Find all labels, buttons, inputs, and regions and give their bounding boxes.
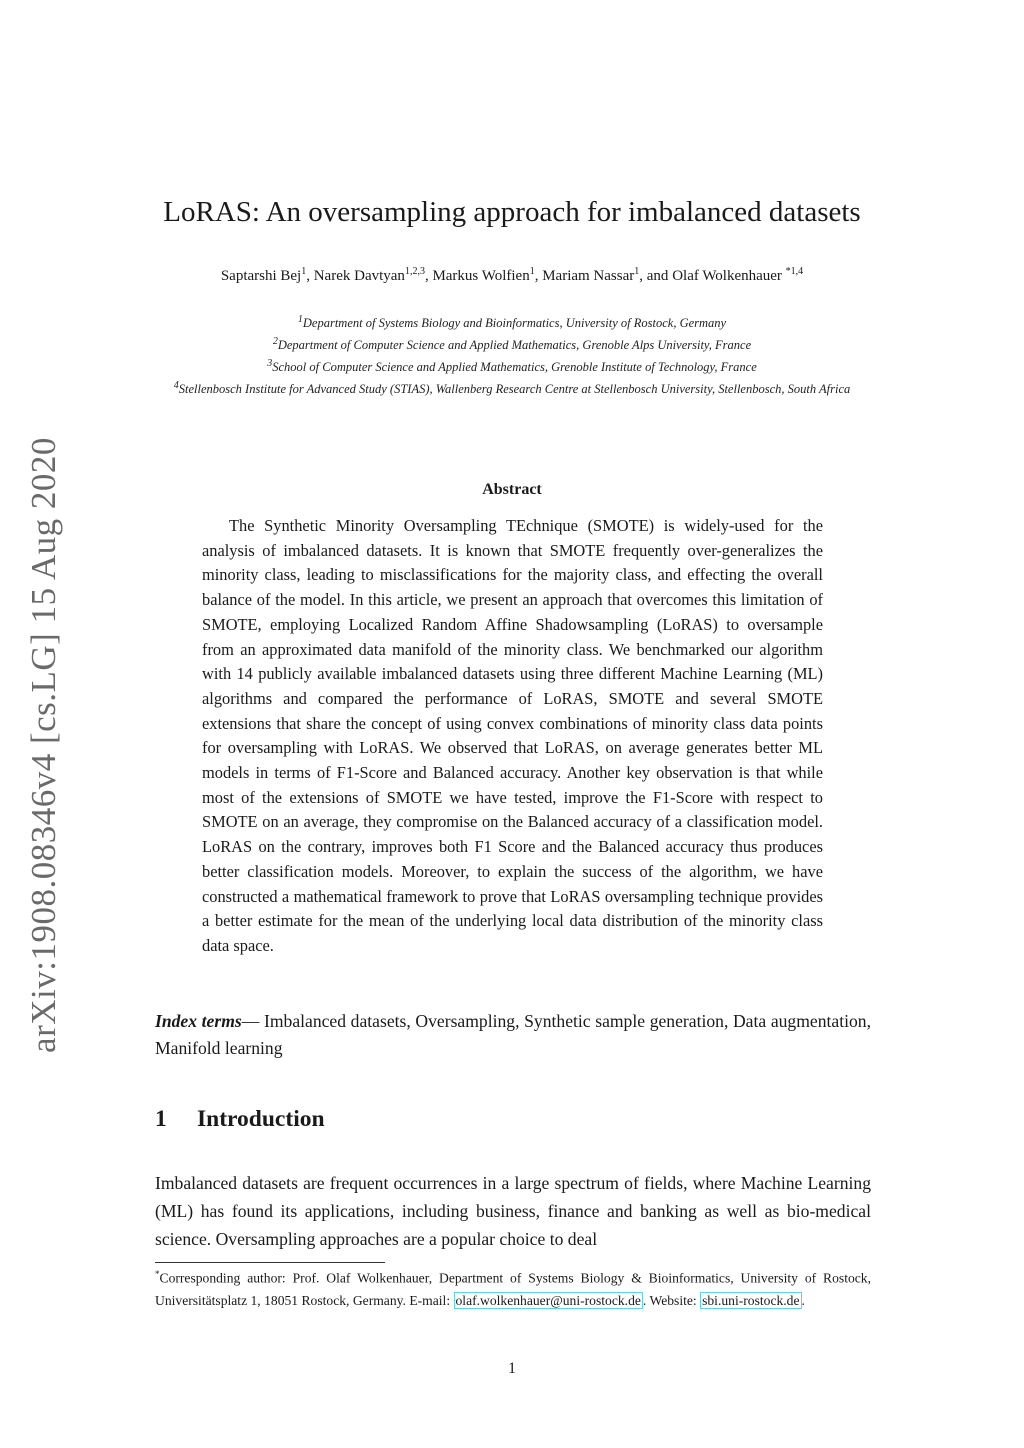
- index-terms-text: Imbalanced datasets, Oversampling, Synthetic sample generation, Data augmentation, Manifold learning: [155, 1011, 871, 1058]
- section-title: Introduction: [197, 1106, 325, 1132]
- author-separator: ,: [306, 268, 314, 284]
- author-name: Saptarshi Bej: [220, 268, 302, 284]
- author-name: Narek Davtyan: [313, 268, 405, 284]
- paper-title: LoRAS: An oversampling approach for imbalanced datasets: [163, 196, 861, 228]
- affiliation-text: School of Computer Science and Applied Mathematics, Grenoble Institute of Technology, France: [272, 360, 757, 375]
- author-affiliation-marker: 1: [301, 266, 307, 277]
- author-affiliation-marker: 1: [529, 266, 535, 277]
- affiliation-marker: 4: [173, 380, 179, 391]
- author-affiliation-marker: *1,4: [785, 266, 804, 277]
- author-name: Mariam Nassar: [542, 268, 635, 284]
- affiliation-marker: 3: [267, 358, 273, 369]
- author-name: Olaf Wolkenhauer: [672, 268, 782, 284]
- author-affiliation-marker: 1,2,3: [404, 266, 425, 277]
- author-separator: ,: [639, 268, 647, 284]
- arxiv-identifier-text: arXiv:1908.08346v4 [cs.LG] 15 Aug 2020: [24, 437, 63, 1053]
- affiliation-marker: 2: [272, 336, 278, 347]
- index-terms-dash: —: [241, 1011, 264, 1031]
- footnote-end: .: [801, 1293, 805, 1309]
- index-terms: [155, 1008, 871, 1062]
- index-terms-label: Index terms: [155, 1011, 242, 1031]
- website-link[interactable]: sbi.uni-rostock.de: [702, 1293, 800, 1309]
- footnote-website-label: . Website:: [642, 1293, 701, 1309]
- author-name: Markus Wolfien: [432, 268, 530, 284]
- author-list: [100, 266, 924, 285]
- abstract-heading: Abstract: [482, 481, 542, 498]
- affiliation-text: Department of Systems Biology and Bioinformatics, University of Rostock, Germany: [302, 316, 727, 331]
- author-affiliation-marker: 1: [634, 266, 640, 277]
- page-number: 1: [508, 1360, 516, 1377]
- abstract-body: The Synthetic Minority Oversampling TEchnique (SMOTE) is widely-used for the analysis of imbalanced datasets. It is known that SMOTE frequently over-generalizes the minority class, leading to misclassifications for the majority class, and effecting the overall balance of the model. In this article, we present an approach that overcomes this limitation of SMOTE, employing Localized Random Affine Shadowsampling (LoRAS) to oversample from an approximated data manifold of the minority class. We benchmarked our algorithm with 14 publicly available imbalanced datasets using three different Machine Learning (ML) algorithms and compared the performance of LoRAS, SMOTE and several SMOTE extensions that share the concept of using convex combinations of minority class data points for oversampling with LoRAS. We observed that LoRAS, on average generates better ML models in terms of F1-Score and Balanced accuracy. Another key observation is that while most of the extensions of SMOTE we have tested, improve the F1-Score with respect to SMOTE on an average, they compromise on the Balanced accuracy of a classification model. LoRAS on the contrary, improves both F1 Score and the Balanced accuracy thus produces better classification models. Moreover, to explain the success of the algorithm, we have constructed a mathematical framework to prove that LoRAS oversampling technique provides a better estimate for the mean of the underlying local data distribution of the minority class data space.: [202, 516, 823, 955]
- affiliation-marker: 1: [297, 314, 303, 325]
- author-conjunction: and: [646, 268, 673, 284]
- introduction-body: Imbalanced datasets are frequent occurrences in a large spectrum of fields, where Machine Learning (ML) has found its applications, including business, finance and banking as well as bio-medical science. Oversampling approaches are a popular choice to deal: [155, 1173, 871, 1249]
- section-number: 1: [155, 1106, 167, 1132]
- affiliation-text: Stellenbosch Institute for Advanced Study (STIAS), Wallenberg Research Centre at Stellenbosch University, Stellenbosch, South Africa: [178, 382, 851, 397]
- affiliation-text: Department of Computer Science and Applied Mathematics, Grenoble Alps University, France: [277, 338, 752, 353]
- author-separator: ,: [534, 268, 543, 284]
- footnote-marker: *: [155, 1269, 160, 1279]
- section-heading: [155, 1106, 325, 1133]
- author-separator: ,: [424, 268, 433, 284]
- affiliation: [150, 375, 874, 400]
- footnote-text: Corresponding author: Prof. Olaf Wolkenhauer, Department of Systems Biology & Bioinformatics, University of Rostock, Universitätsplatz 1, 18051 Rostock, Germany. E-mail:: [155, 1270, 871, 1309]
- email-link[interactable]: olaf.wolkenhauer@uni-rostock.de: [455, 1293, 641, 1309]
- footnote: [155, 1263, 871, 1313]
